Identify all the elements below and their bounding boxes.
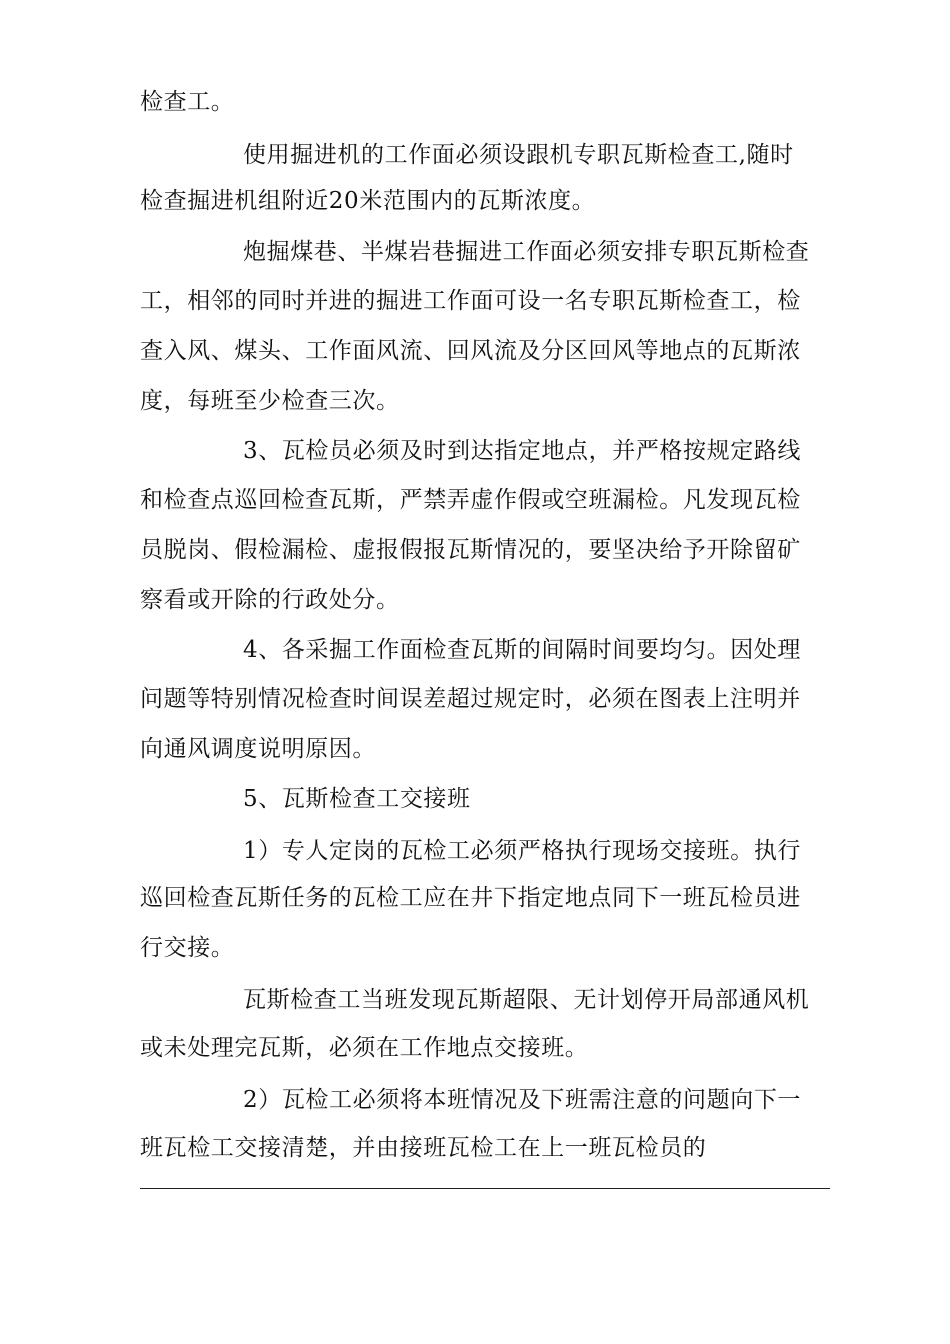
- text-line: 检查工。: [140, 89, 235, 115]
- text-line: 行交接。: [140, 935, 235, 961]
- text-line: 查入风、煤头、工作面风流、回风流及分区回风等地点的瓦斯浓: [140, 338, 801, 364]
- footer-divider: [140, 1188, 830, 1189]
- text-line: 或未处理完瓦斯，必须在工作地点交接班。: [140, 1035, 589, 1061]
- text-line: 班瓦检工交接清楚，并由接班瓦检工在上一班瓦检员的: [140, 1135, 707, 1161]
- paragraph-first-line: 1）专人定岗的瓦检工必须严格执行现场交接班。执行: [243, 838, 802, 864]
- paragraph-first-line: 2）瓦检工必须将本班情况及下班需注意的问题向下一: [243, 1087, 802, 1113]
- paragraph-first-line: 瓦斯检查工当班发现瓦斯超限、无计划停开局部通风机: [243, 987, 810, 1013]
- text-line: 巡回检查瓦斯任务的瓦检工应在井下指定地点同下一班瓦检员进: [140, 885, 801, 911]
- text-line: 工，相邻的同时并进的掘进工作面可设一名专职瓦斯检查工，检: [140, 288, 801, 314]
- text-line: 和检查点巡回检查瓦斯，严禁弄虚作假或空班漏检。凡发现瓦检: [140, 487, 801, 513]
- paragraph-first-line: 使用掘进机的工作面必须设跟机专职瓦斯检查工,随时: [243, 142, 794, 168]
- paragraph-first-line: 3、瓦检员必须及时到达指定地点，并严格按规定路线: [243, 438, 802, 464]
- paragraph-first-line: 炮掘煤巷、半煤岩巷掘进工作面必须安排专职瓦斯检查: [243, 239, 810, 265]
- section-heading: 5、瓦斯检查工交接班: [243, 786, 471, 812]
- text-line: 检查掘进机组附近20米范围内的瓦斯浓度。: [140, 188, 596, 214]
- text-line: 向通风调度说明原因。: [140, 736, 376, 762]
- text-line: 察看或开除的行政处分。: [140, 587, 400, 613]
- text-line: 问题等特别情况检查时间误差超过规定时，必须在图表上注明并: [140, 686, 801, 712]
- paragraph-first-line: 4、各采掘工作面检查瓦斯的间隔时间要均匀。因处理: [243, 637, 802, 663]
- text-line: 员脱岗、假检漏检、虚报假报瓦斯情况的，要坚决给予开除留矿: [140, 537, 801, 563]
- text-line: 度，每班至少检查三次。: [140, 388, 400, 414]
